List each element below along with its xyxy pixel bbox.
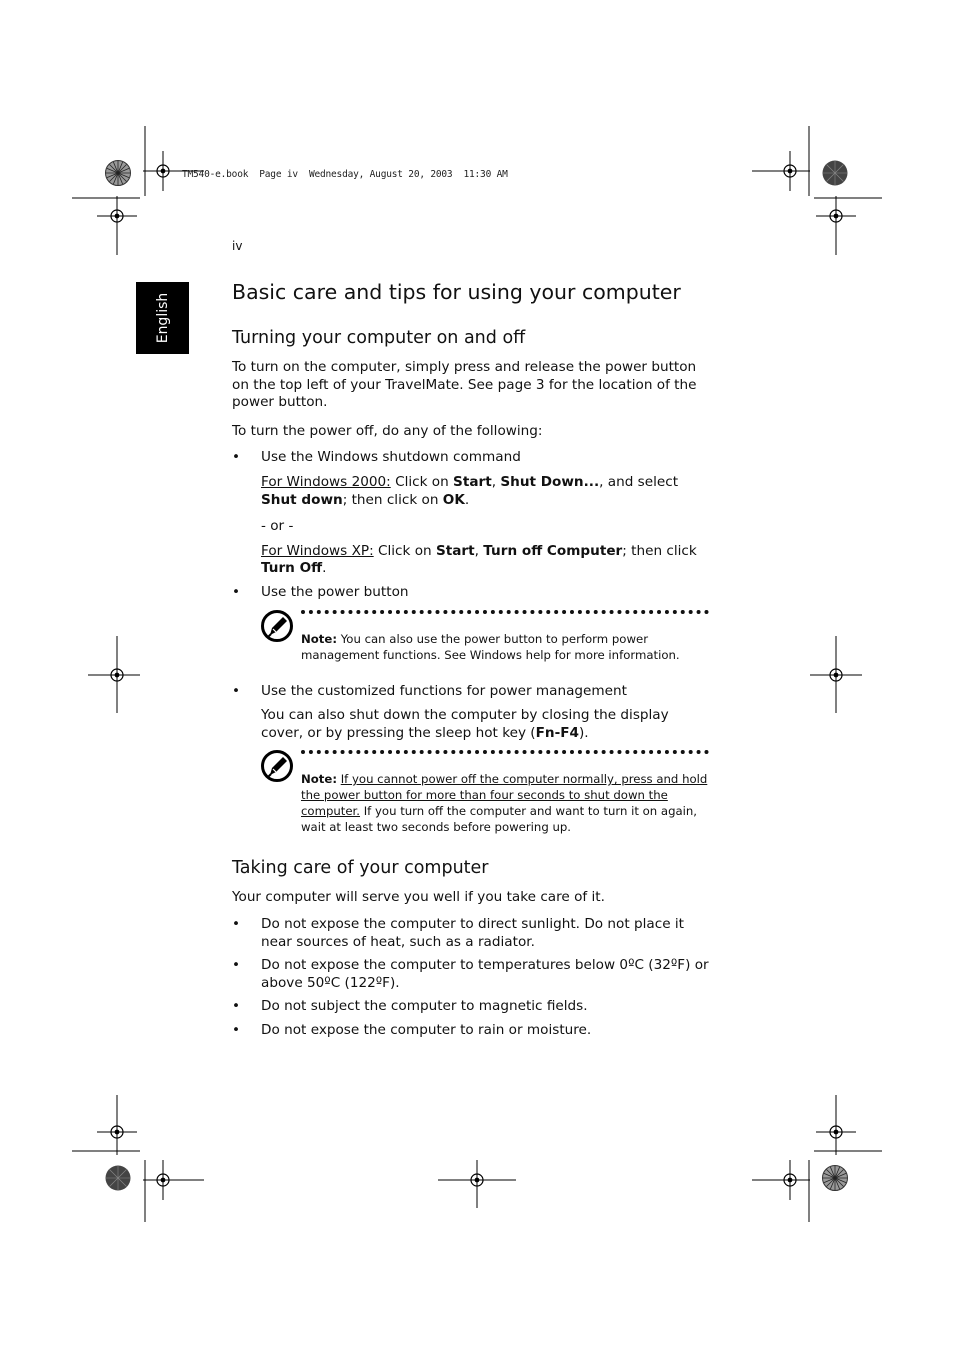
language-tab-label: English <box>154 292 171 344</box>
bullet-mark: • <box>232 449 241 466</box>
note-body: If you turn off the computer and want to turn it on again, wait at least two seconds before powering up. <box>301 804 698 835</box>
text-run: ; then click <box>622 542 697 559</box>
bullet-text: Do not expose the computer to rain or moisture. <box>261 1021 592 1038</box>
bullet-mark: • <box>232 682 241 699</box>
text-run: You can also shut down the computer by closing the display cover, or by pressing the sleep hot key ( <box>261 707 669 741</box>
bullet-text: Do not subject the computer to magnetic fields. <box>261 998 588 1015</box>
text-run: Click on <box>373 542 436 559</box>
print-info-header: TM540-e.book Page iv Wednesday, August 20, 2003 11:30 AM <box>182 169 508 180</box>
note-warning: If you cannot power off the computer normally, press and hold the power button for more than four seconds to shut down the computer. <box>301 772 708 819</box>
note-pen-icon <box>261 750 295 784</box>
note-text <box>301 631 712 663</box>
text-run: Click on <box>390 473 454 490</box>
bullet-mark: • <box>232 1021 241 1038</box>
bullet-text: Do not expose the computer to direct sunlight. Do not place it near sources of heat, such as a radiator. <box>261 915 685 950</box>
windows-xp-label: For Windows XP: <box>261 542 374 559</box>
note-body: You can also use the power button to perform power management functions. See Windows help for more information. <box>301 631 680 662</box>
ok-term: OK <box>442 491 465 508</box>
note-label: Note: <box>301 631 337 646</box>
power-off-intro: To turn the power off, do any of the following: <box>232 422 543 439</box>
section-heading-on-off: Turning your computer on and off <box>232 328 526 348</box>
page-number: iv <box>232 239 243 253</box>
text-run: . <box>322 560 327 577</box>
list-item <box>232 683 712 701</box>
windows-2000-label: For Windows 2000: <box>261 473 391 490</box>
bullet-mark: • <box>232 998 241 1015</box>
text-run: ). <box>578 724 589 741</box>
windows-xp-instructions <box>232 543 712 578</box>
text-run: . <box>464 491 470 508</box>
note-text <box>301 771 712 835</box>
note-pen-icon <box>261 610 295 644</box>
bullet-text: Use the customized functions for power management <box>261 682 627 699</box>
page-content <box>232 278 712 1039</box>
note-label: Note: <box>301 772 337 787</box>
shut-down-term: Shut Down... <box>500 473 600 490</box>
or-separator: - or - <box>261 518 294 535</box>
text-run: , and select <box>599 473 679 490</box>
windows-2000-instructions <box>232 474 712 509</box>
shut-down-option-term: Shut down <box>261 491 343 508</box>
bullet-text: Use the Windows shutdown command <box>261 449 521 466</box>
note-box <box>232 750 712 835</box>
bullet-text: Do not expose the computer to temperatures below 0ºC (32ºF) or above 50ºC (122ºF). <box>261 957 709 991</box>
note-divider <box>301 610 709 617</box>
turn-off-term: Turn Off <box>261 560 323 577</box>
list-item <box>232 584 712 602</box>
list-item <box>232 1022 712 1040</box>
bullet-text: Use the power button <box>261 583 409 600</box>
start-menu-term: Start <box>435 542 475 559</box>
turn-off-computer-term: Turn off Computer <box>483 542 623 559</box>
shutdown-cover-paragraph <box>232 707 712 742</box>
text-run: ; then click on <box>342 491 443 508</box>
bullet-mark: • <box>232 583 241 600</box>
bullet-mark: • <box>232 915 241 932</box>
list-item <box>232 449 712 467</box>
care-intro: Your computer will serve you well if you take care of it. <box>232 889 605 906</box>
page-title: Basic care and tips for using your computer <box>232 280 681 304</box>
language-tab <box>136 282 189 354</box>
list-item <box>232 916 712 951</box>
list-item <box>232 957 712 992</box>
bullet-mark: • <box>232 957 241 974</box>
text-run: , <box>491 473 501 490</box>
note-divider <box>301 750 709 757</box>
power-on-paragraph: To turn on the computer, simply press and release the power button on the top left of your TravelMate. See page 3 for the location of the power button. <box>232 359 697 411</box>
hotkey-term: Fn-F4 <box>535 724 579 741</box>
section-heading-care: Taking care of your computer <box>232 858 489 879</box>
text-run: , <box>474 542 484 559</box>
start-menu-term: Start <box>453 473 492 490</box>
list-item <box>232 998 712 1016</box>
note-box <box>232 610 712 663</box>
